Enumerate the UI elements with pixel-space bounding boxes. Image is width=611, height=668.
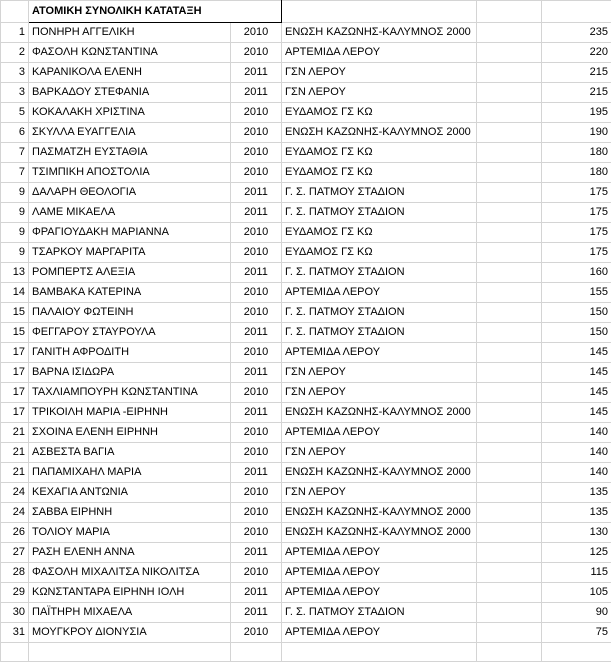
club-cell[interactable]: ΕΝΩΣΗ ΚΑΖΩΝΗΣ-ΚΑΛΥΜΝΟΣ 2000 xyxy=(282,463,477,483)
title-row xyxy=(1,1,611,23)
rank-cell[interactable]: 3 xyxy=(1,63,29,83)
table-row xyxy=(1,423,611,443)
rank-cell[interactable]: 14 xyxy=(1,283,29,303)
table-row xyxy=(1,503,611,523)
club-cell[interactable]: Γ. Σ. ΠΑΤΜΟΥ ΣΤΑΔΙΟΝ xyxy=(282,203,477,223)
name-cell[interactable]: ΦΑΣΟΛΗ ΚΩΝΣΤΑΝΤΙΝΑ xyxy=(29,43,231,63)
empty-cell[interactable] xyxy=(477,243,542,263)
cell[interactable] xyxy=(1,1,29,23)
club-cell[interactable]: ΕΥΔΑΜΟΣ ΓΣ ΚΩ xyxy=(282,103,477,123)
name-cell[interactable]: ΠΑΣΜΑΤΖΗ ΕΥΣΤΑΘΙΑ xyxy=(29,143,231,163)
club-cell[interactable]: ΑΡΤΕΜΙΔΑ ΛΕΡΟΥ xyxy=(282,543,477,563)
club-cell[interactable]: ΓΣΝ ΛΕΡΟΥ xyxy=(282,383,477,403)
year-cell[interactable]: 2010 xyxy=(231,503,282,523)
year-cell[interactable]: 2011 xyxy=(231,183,282,203)
table-row xyxy=(1,243,611,263)
empty-cell[interactable] xyxy=(477,83,542,103)
year-cell[interactable]: 2010 xyxy=(231,43,282,63)
empty-cell[interactable] xyxy=(477,383,542,403)
points-cell[interactable]: 75 xyxy=(542,623,611,643)
club-cell[interactable]: ΑΡΤΕΜΙΔΑ ΛΕΡΟΥ xyxy=(282,423,477,443)
rank-cell[interactable]: 24 xyxy=(1,503,29,523)
rank-cell[interactable]: 2 xyxy=(1,43,29,63)
points-cell[interactable]: 140 xyxy=(542,463,611,483)
table-row xyxy=(1,443,611,463)
name-cell[interactable]: ΣΑΒΒΑ ΕΙΡΗΝΗ xyxy=(29,503,231,523)
year-cell[interactable]: 2010 xyxy=(231,223,282,243)
empty-cell[interactable] xyxy=(477,483,542,503)
points-cell[interactable]: 145 xyxy=(542,403,611,423)
name-cell[interactable]: ΓΑΝΙΤΗ ΑΦΡΟΔΙΤΗ xyxy=(29,343,231,363)
table-row xyxy=(1,263,611,283)
table-row xyxy=(1,523,611,543)
table-row xyxy=(1,163,611,183)
rank-cell[interactable]: 13 xyxy=(1,263,29,283)
table-title[interactable]: ΑΤΟΜΙΚΗ ΣΥΝΟΛΙΚΗ ΚΑΤΑΤΑΞΗ xyxy=(29,1,282,23)
rank-cell[interactable]: 30 xyxy=(1,603,29,623)
club-cell[interactable]: ΕΝΩΣΗ ΚΑΖΩΝΗΣ-ΚΑΛΥΜΝΟΣ 2000 xyxy=(282,503,477,523)
table-row xyxy=(1,463,611,483)
table-row xyxy=(1,383,611,403)
points-cell[interactable]: 135 xyxy=(542,483,611,503)
table-row xyxy=(1,363,611,383)
club-cell[interactable]: ΕΥΔΑΜΟΣ ΓΣ ΚΩ xyxy=(282,243,477,263)
points-cell[interactable]: 215 xyxy=(542,63,611,83)
rank-cell[interactable]: 9 xyxy=(1,183,29,203)
table-row xyxy=(1,603,611,623)
year-cell[interactable]: 2010 xyxy=(231,103,282,123)
empty-cell[interactable] xyxy=(477,403,542,423)
table-row xyxy=(1,623,611,643)
table-row xyxy=(1,343,611,363)
club-cell[interactable]: ΕΝΩΣΗ ΚΑΖΩΝΗΣ-ΚΑΛΥΜΝΟΣ 2000 xyxy=(282,523,477,543)
club-cell[interactable]: Γ. Σ. ΠΑΤΜΟΥ ΣΤΑΔΙΟΝ xyxy=(282,263,477,283)
name-cell[interactable]: ΑΣΒΕΣΤΑ ΒΑΓΙΑ xyxy=(29,443,231,463)
empty-cell[interactable] xyxy=(477,583,542,603)
points-cell[interactable]: 145 xyxy=(542,363,611,383)
club-cell[interactable]: ΑΡΤΕΜΙΔΑ ΛΕΡΟΥ xyxy=(282,283,477,303)
points-cell[interactable]: 140 xyxy=(542,423,611,443)
empty-cell[interactable] xyxy=(477,263,542,283)
rank-cell[interactable]: 21 xyxy=(1,423,29,443)
year-cell[interactable]: 2011 xyxy=(231,583,282,603)
name-cell[interactable]: ΦΑΣΟΛΗ ΜΙΧΑΛΙΤΣΑ ΝΙΚΟΛΙΤΣΑ xyxy=(29,563,231,583)
points-cell[interactable]: 220 xyxy=(542,43,611,63)
name-cell[interactable]: ΒΑΡΝΑ ΙΣΙΔΩΡΑ xyxy=(29,363,231,383)
name-cell[interactable]: ΤΡΙΚΟΙΛΗ ΜΑΡΙΑ -ΕΙΡΗΝΗ xyxy=(29,403,231,423)
empty-cell[interactable] xyxy=(477,143,542,163)
empty-cell[interactable] xyxy=(477,363,542,383)
empty-cell[interactable] xyxy=(477,503,542,523)
points-cell[interactable]: 180 xyxy=(542,143,611,163)
club-cell[interactable]: ΑΡΤΕΜΙΔΑ ΛΕΡΟΥ xyxy=(282,583,477,603)
rank-cell[interactable]: 17 xyxy=(1,403,29,423)
name-cell[interactable]: ΣΚΥΛΛΑ ΕΥΑΓΓΕΛΙΑ xyxy=(29,123,231,143)
empty-cell[interactable] xyxy=(477,303,542,323)
table-row xyxy=(1,123,611,143)
club-cell[interactable]: Γ. Σ. ΠΑΤΜΟΥ ΣΤΑΔΙΟΝ xyxy=(282,183,477,203)
points-cell[interactable]: 145 xyxy=(542,383,611,403)
empty-cell[interactable] xyxy=(477,323,542,343)
rank-cell[interactable]: 6 xyxy=(1,123,29,143)
table-row xyxy=(1,323,611,343)
year-cell[interactable]: 2010 xyxy=(231,383,282,403)
name-cell[interactable]: ΚΟΚΑΛΑΚΗ ΧΡΙΣΤΙΝΑ xyxy=(29,103,231,123)
club-cell[interactable]: ΑΡΤΕΜΙΔΑ ΛΕΡΟΥ xyxy=(282,623,477,643)
empty-cell[interactable] xyxy=(231,643,282,662)
year-cell[interactable]: 2010 xyxy=(231,423,282,443)
points-cell[interactable]: 130 xyxy=(542,523,611,543)
year-cell[interactable]: 2011 xyxy=(231,203,282,223)
points-cell[interactable]: 150 xyxy=(542,323,611,343)
year-cell[interactable]: 2011 xyxy=(231,543,282,563)
rank-cell[interactable]: 15 xyxy=(1,323,29,343)
year-cell[interactable]: 2011 xyxy=(231,403,282,423)
table-row xyxy=(1,563,611,583)
points-cell[interactable]: 115 xyxy=(542,563,611,583)
year-cell[interactable]: 2011 xyxy=(231,323,282,343)
empty-cell[interactable] xyxy=(477,163,542,183)
rank-cell[interactable]: 29 xyxy=(1,583,29,603)
club-cell[interactable]: ΑΡΤΕΜΙΔΑ ΛΕΡΟΥ xyxy=(282,563,477,583)
year-cell[interactable]: 2011 xyxy=(231,603,282,623)
empty-cell[interactable] xyxy=(477,443,542,463)
name-cell[interactable]: ΤΑΧΛΙΑΜΠΟΥΡΗ ΚΩΝΣΤΑΝΤΙΝΑ xyxy=(29,383,231,403)
rank-cell[interactable]: 9 xyxy=(1,203,29,223)
cell[interactable] xyxy=(477,1,542,23)
empty-cell[interactable] xyxy=(542,643,611,662)
points-cell[interactable]: 235 xyxy=(542,23,611,43)
name-cell[interactable]: ΣΧΟΙΝΑ ΕΛΕΝΗ ΕΙΡΗΝΗ xyxy=(29,423,231,443)
rank-cell[interactable]: 21 xyxy=(1,443,29,463)
name-cell[interactable]: ΛΑΜΕ ΜΙΚΑΕΛΑ xyxy=(29,203,231,223)
points-cell[interactable]: 125 xyxy=(542,543,611,563)
points-cell[interactable]: 105 xyxy=(542,583,611,603)
points-cell[interactable]: 140 xyxy=(542,443,611,463)
club-cell[interactable]: ΕΝΩΣΗ ΚΑΖΩΝΗΣ-ΚΑΛΥΜΝΟΣ 2000 xyxy=(282,23,477,43)
empty-cell[interactable] xyxy=(477,343,542,363)
name-cell[interactable]: ΡΟΜΠΕΡΤΣ ΑΛΕΞΙΑ xyxy=(29,263,231,283)
name-cell[interactable]: ΚΑΡΑΝΙΚΟΛΑ ΕΛΕΝΗ xyxy=(29,63,231,83)
points-cell[interactable]: 90 xyxy=(542,603,611,623)
points-cell[interactable]: 145 xyxy=(542,343,611,363)
empty-cell[interactable] xyxy=(477,203,542,223)
rank-cell[interactable]: 5 xyxy=(1,103,29,123)
empty-cell[interactable] xyxy=(477,523,542,543)
name-cell[interactable]: ΡΑΣΗ ΕΛΕΝΗ ΑΝΝΑ xyxy=(29,543,231,563)
empty-cell[interactable] xyxy=(477,463,542,483)
year-cell[interactable]: 2010 xyxy=(231,343,282,363)
rank-cell[interactable]: 17 xyxy=(1,363,29,383)
year-cell[interactable]: 2011 xyxy=(231,83,282,103)
rank-cell[interactable]: 26 xyxy=(1,523,29,543)
club-cell[interactable]: ΕΥΔΑΜΟΣ ΓΣ ΚΩ xyxy=(282,163,477,183)
empty-cell[interactable] xyxy=(477,543,542,563)
empty-cell[interactable] xyxy=(282,643,477,662)
rank-cell[interactable]: 24 xyxy=(1,483,29,503)
rank-cell[interactable]: 15 xyxy=(1,303,29,323)
empty-cell[interactable] xyxy=(477,603,542,623)
rank-cell[interactable]: 3 xyxy=(1,83,29,103)
rank-cell[interactable]: 9 xyxy=(1,223,29,243)
table-row xyxy=(1,83,611,103)
name-cell[interactable]: ΤΣΙΜΠΙΚΗ ΑΠΟΣΤΟΛΙΑ xyxy=(29,163,231,183)
points-cell[interactable]: 175 xyxy=(542,243,611,263)
empty-cell[interactable] xyxy=(477,183,542,203)
table-row xyxy=(1,283,611,303)
table-row xyxy=(1,303,611,323)
year-cell[interactable]: 2011 xyxy=(231,263,282,283)
rank-cell[interactable]: 1 xyxy=(1,23,29,43)
year-cell[interactable]: 2011 xyxy=(231,463,282,483)
name-cell[interactable]: ΠΟΝΗΡΗ ΑΓΓΕΛΙΚΗ xyxy=(29,23,231,43)
empty-cell[interactable] xyxy=(29,643,231,662)
table-row xyxy=(1,403,611,423)
points-cell[interactable]: 175 xyxy=(542,183,611,203)
table-row xyxy=(1,543,611,563)
name-cell[interactable]: ΤΟΛΙΟΥ ΜΑΡΙΑ xyxy=(29,523,231,543)
year-cell[interactable]: 2010 xyxy=(231,563,282,583)
club-cell[interactable]: ΕΥΔΑΜΟΣ ΓΣ ΚΩ xyxy=(282,143,477,163)
name-cell[interactable]: ΤΣΑΡΚΟΥ ΜΑΡΓΑΡΙΤΑ xyxy=(29,243,231,263)
year-cell[interactable]: 2011 xyxy=(231,63,282,83)
name-cell[interactable]: ΠΑΠΑΜΙΧΑΗΛ ΜΑΡΙΑ xyxy=(29,463,231,483)
table-row xyxy=(1,483,611,503)
cell[interactable] xyxy=(282,1,477,23)
points-cell[interactable]: 175 xyxy=(542,223,611,243)
year-cell[interactable]: 2010 xyxy=(231,123,282,143)
table-row xyxy=(1,203,611,223)
year-cell[interactable]: 2010 xyxy=(231,523,282,543)
club-cell[interactable]: ΑΡΤΕΜΙΔΑ ΛΕΡΟΥ xyxy=(282,343,477,363)
empty-cell[interactable] xyxy=(477,103,542,123)
empty-cell[interactable] xyxy=(477,423,542,443)
club-cell[interactable]: ΓΣΝ ΛΕΡΟΥ xyxy=(282,483,477,503)
points-cell[interactable]: 160 xyxy=(542,263,611,283)
club-cell[interactable]: ΓΣΝ ΛΕΡΟΥ xyxy=(282,443,477,463)
club-cell[interactable]: Γ. Σ. ΠΑΤΜΟΥ ΣΤΑΔΙΟΝ xyxy=(282,303,477,323)
points-cell[interactable]: 175 xyxy=(542,203,611,223)
empty-cell[interactable] xyxy=(477,23,542,43)
empty-cell[interactable] xyxy=(477,223,542,243)
points-cell[interactable]: 155 xyxy=(542,283,611,303)
empty-cell[interactable] xyxy=(477,563,542,583)
table-row xyxy=(1,43,611,63)
year-cell[interactable]: 2010 xyxy=(231,163,282,183)
club-cell[interactable]: ΓΣΝ ΛΕΡΟΥ xyxy=(282,83,477,103)
name-cell[interactable]: ΠΑΪΤΗΡΗ ΜΙΧΑΕΛΑ xyxy=(29,603,231,623)
name-cell[interactable]: ΜΟΥΓΚΡΟΥ ΔΙΟΝΥΣΙΑ xyxy=(29,623,231,643)
rank-cell[interactable]: 7 xyxy=(1,163,29,183)
year-cell[interactable]: 2010 xyxy=(231,243,282,263)
name-cell[interactable]: ΚΕΧΑΓΙΑ ΑΝΤΩΝΙΑ xyxy=(29,483,231,503)
club-cell[interactable]: ΑΡΤΕΜΙΔΑ ΛΕΡΟΥ xyxy=(282,43,477,63)
year-cell[interactable]: 2010 xyxy=(231,443,282,463)
name-cell[interactable]: ΒΑΡΚΑΔΟΥ ΣΤΕΦΑΝΙΑ xyxy=(29,83,231,103)
year-cell[interactable]: 2010 xyxy=(231,303,282,323)
points-cell[interactable]: 150 xyxy=(542,303,611,323)
table-row xyxy=(1,103,611,123)
points-cell[interactable]: 135 xyxy=(542,503,611,523)
table-row xyxy=(1,63,611,83)
name-cell[interactable]: ΦΡΑΓΙΟΥΔΑΚΗ ΜΑΡΙΑΝΝΑ xyxy=(29,223,231,243)
empty-cell[interactable] xyxy=(477,43,542,63)
table-row xyxy=(1,183,611,203)
club-cell[interactable]: ΓΣΝ ΛΕΡΟΥ xyxy=(282,363,477,383)
rank-cell[interactable]: 28 xyxy=(1,563,29,583)
empty-cell[interactable] xyxy=(477,283,542,303)
empty-cell[interactable] xyxy=(477,643,542,662)
club-cell[interactable]: ΕΝΩΣΗ ΚΑΖΩΝΗΣ-ΚΑΛΥΜΝΟΣ 2000 xyxy=(282,403,477,423)
club-cell[interactable]: ΕΥΔΑΜΟΣ ΓΣ ΚΩ xyxy=(282,223,477,243)
empty-cell[interactable] xyxy=(477,63,542,83)
rank-cell[interactable]: 17 xyxy=(1,383,29,403)
table-row xyxy=(1,143,611,163)
rank-cell[interactable]: 31 xyxy=(1,623,29,643)
empty-cell[interactable] xyxy=(477,623,542,643)
cell[interactable] xyxy=(542,1,611,23)
name-cell[interactable]: ΠΑΛΑΙΟΥ ΦΩΤΕΙΝΗ xyxy=(29,303,231,323)
rank-cell[interactable]: 27 xyxy=(1,543,29,563)
points-cell[interactable]: 215 xyxy=(542,83,611,103)
table-row xyxy=(1,583,611,603)
year-cell[interactable]: 2010 xyxy=(231,483,282,503)
empty-cell[interactable] xyxy=(477,123,542,143)
year-cell[interactable]: 2010 xyxy=(231,623,282,643)
name-cell[interactable]: ΦΕΓΓΑΡΟΥ ΣΤΑΥΡΟΥΛΑ xyxy=(29,323,231,343)
points-cell[interactable]: 195 xyxy=(542,103,611,123)
club-cell[interactable]: ΓΣΝ ΛΕΡΟΥ xyxy=(282,63,477,83)
points-cell[interactable]: 180 xyxy=(542,163,611,183)
club-cell[interactable]: Γ. Σ. ΠΑΤΜΟΥ ΣΤΑΔΙΟΝ xyxy=(282,603,477,623)
year-cell[interactable]: 2010 xyxy=(231,283,282,303)
empty-cell[interactable] xyxy=(1,643,29,662)
table-row xyxy=(1,23,611,43)
year-cell[interactable]: 2010 xyxy=(231,23,282,43)
rank-cell[interactable]: 17 xyxy=(1,343,29,363)
club-cell[interactable]: ΕΝΩΣΗ ΚΑΖΩΝΗΣ-ΚΑΛΥΜΝΟΣ 2000 xyxy=(282,123,477,143)
club-cell[interactable]: Γ. Σ. ΠΑΤΜΟΥ ΣΤΑΔΙΟΝ xyxy=(282,323,477,343)
name-cell[interactable]: ΒΑΜΒΑΚΑ ΚΑΤΕΡΙΝΑ xyxy=(29,283,231,303)
name-cell[interactable]: ΔΑΛΑΡΗ ΘΕΟΛΟΓΙΑ xyxy=(29,183,231,203)
rank-cell[interactable]: 9 xyxy=(1,243,29,263)
points-cell[interactable]: 190 xyxy=(542,123,611,143)
empty-row xyxy=(1,643,611,662)
year-cell[interactable]: 2011 xyxy=(231,363,282,383)
name-cell[interactable]: ΚΩΝΣΤΑΝΤΑΡΑ ΕΙΡΗΝΗ ΙΟΛΗ xyxy=(29,583,231,603)
rank-cell[interactable]: 21 xyxy=(1,463,29,483)
table-row xyxy=(1,223,611,243)
year-cell[interactable]: 2010 xyxy=(231,143,282,163)
rank-cell[interactable]: 7 xyxy=(1,143,29,163)
